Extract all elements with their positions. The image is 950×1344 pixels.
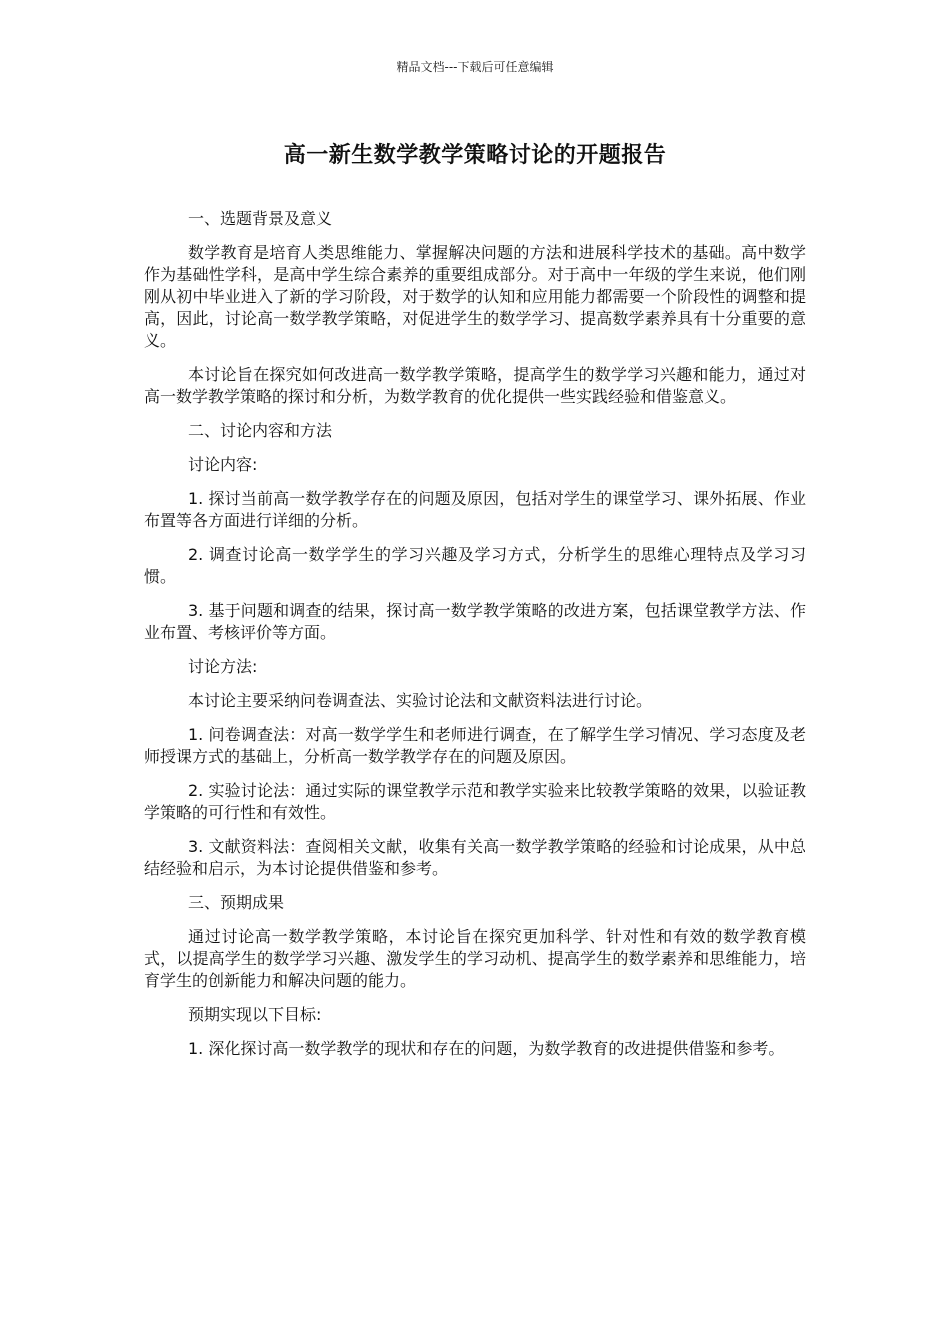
paragraph: 数学教育是培育人类思维能力、掌握解决问题的方法和进展科学技术的基础。高中数学作为基础性学科，是高中学生综合素养的重要组成部分。对于高中一年级的学生来说，他们刚刚从初中毕业进入了新的学习阶段，对于数学的认知和应用能力都需要一个阶段性的调整和提高，因此，讨论高一数学教学策略，对促进学生的数学学习、提高数学素养具有十分重要的意义。: [144, 243, 806, 350]
document-title: 高一新生数学教学策略讨论的开题报告: [283, 143, 667, 168]
section-heading-expected-results: 三、预期成果: [188, 893, 285, 912]
subheading-goals: 预期实现以下目标:: [188, 1005, 322, 1024]
list-item: 2. 调查讨论高一数学学生的学习兴趣及学习方式，分析学生的思维心理特点及学习习惯。: [144, 545, 806, 586]
subheading-content: 讨论内容:: [188, 455, 258, 474]
list-item: 1. 探讨当前高一数学教学存在的问题及原因，包括对学生的课堂学习、课外拓展、作业布置等各方面进行详细的分析。: [144, 489, 806, 530]
paragraph: 本讨论旨在探究如何改进高一数学教学策略，提高学生的数学学习兴趣和能力，通过对高一数学教学策略的探讨和分析，为数学教育的优化提供一些实践经验和借鉴意义。: [144, 365, 806, 406]
paragraph: 本讨论主要采纳问卷调查法、实验讨论法和文献资料法进行讨论。: [188, 691, 653, 710]
list-item: 1. 深化探讨高一数学教学的现状和存在的问题，为数学教育的改进提供借鉴和参考。: [188, 1039, 785, 1058]
list-item: 3. 文献资料法：查阅相关文献，收集有关高一数学教学策略的经验和讨论成果，从中总结经验和启示，为本讨论提供借鉴和参考。: [144, 837, 806, 878]
list-item: 1. 问卷调查法：对高一数学学生和老师进行调查，在了解学生学习情况、学习态度及老师授课方式的基础上，分析高一数学教学存在的问题及原因。: [144, 725, 806, 766]
subheading-method: 讨论方法:: [188, 657, 258, 676]
document-body: [144, 208, 806, 1072]
section-heading-background: 一、选题背景及意义: [188, 209, 333, 228]
header-note: 精品文档---下载后可任意编辑: [396, 60, 554, 74]
list-item: 2. 实验讨论法：通过实际的课堂教学示范和教学实验来比较教学策略的效果，以验证教学策略的可行性和有效性。: [144, 781, 806, 822]
paragraph: 通过讨论高一数学教学策略，本讨论旨在探究更加科学、针对性和有效的数学教育模式，以提高学生的数学学习兴趣、激发学生的学习动机、提高学生的数学素养和思维能力，培育学生的创新能力和解决问题的能力。: [144, 927, 806, 990]
section-heading-content-method: 二、讨论内容和方法: [188, 421, 333, 440]
list-item: 3. 基于问题和调查的结果，探讨高一数学教学策略的改进方案，包括课堂教学方法、作业布置、考核评价等方面。: [144, 601, 806, 642]
